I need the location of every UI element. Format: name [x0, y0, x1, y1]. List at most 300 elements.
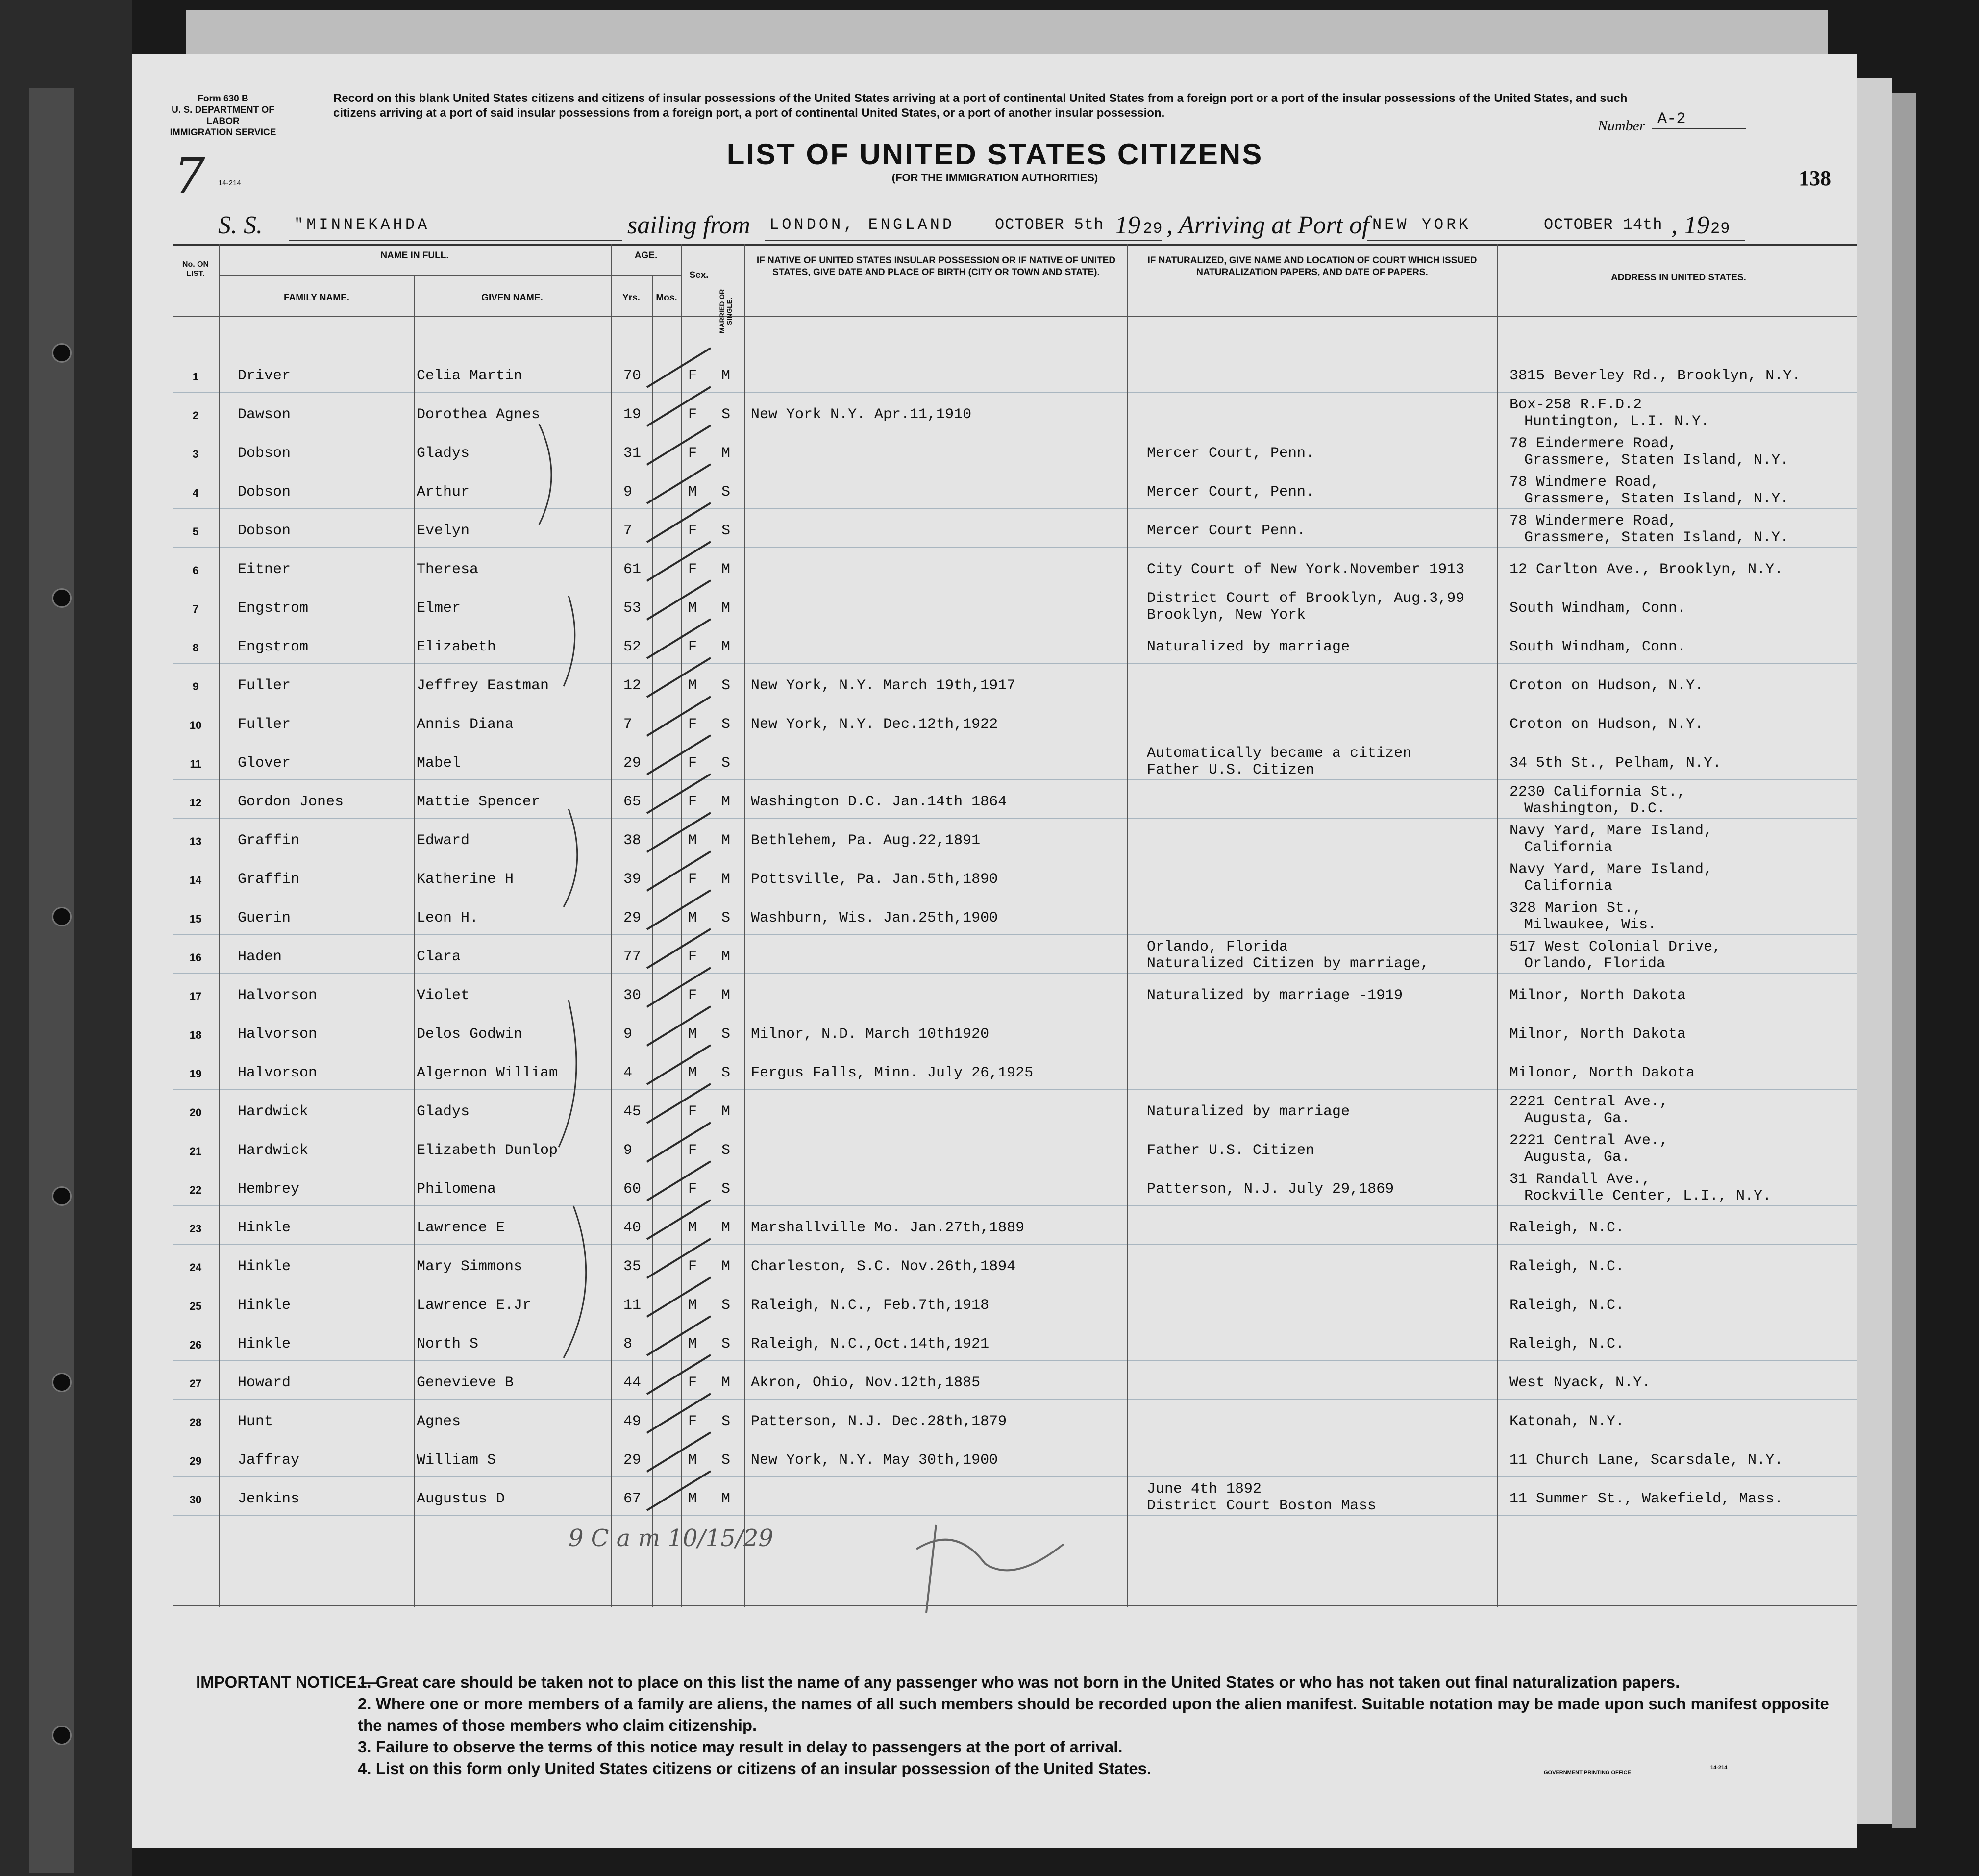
check-slash	[647, 968, 711, 1007]
age-years: 4	[623, 1065, 633, 1081]
given-name: Edward	[417, 832, 470, 849]
address: 31 Randall Ave.,	[1509, 1171, 1651, 1188]
birth-place-date: Pottsville, Pa. Jan.5th,1890	[751, 871, 998, 888]
sex: F	[688, 794, 697, 810]
page-number: 138	[1799, 166, 1831, 190]
naturalization-court: Orlando, Florida	[1147, 939, 1288, 955]
sex: M	[688, 1065, 697, 1081]
sex: M	[688, 1491, 697, 1507]
sex: F	[688, 561, 697, 578]
age-years: 38	[623, 832, 642, 849]
naturalization-court: June 4th 1892	[1147, 1481, 1262, 1498]
naturalization-court-line-2: District Court Boston Mass	[1147, 1498, 1377, 1514]
sex: F	[688, 523, 697, 539]
family-name: Howard	[238, 1375, 291, 1391]
address: West Nyack, N.Y.	[1509, 1375, 1651, 1391]
row-number: 12	[189, 797, 202, 809]
row-number: 29	[189, 1455, 202, 1467]
check-slash	[647, 542, 711, 581]
arriving-label: , Arriving at Port of	[1166, 211, 1369, 239]
naturalization-court-line-2: Father U.S. Citizen	[1147, 762, 1315, 778]
col-age: AGE.	[634, 250, 658, 261]
address: 3815 Beverley Rd., Brooklyn, N.Y.	[1509, 368, 1801, 384]
address-line-2: Rockville Center, L.I., N.Y.	[1524, 1188, 1772, 1204]
age-years: 65	[623, 794, 642, 810]
check-slash	[647, 348, 711, 387]
address: Box-258 R.F.D.2	[1509, 397, 1642, 413]
row-number: 22	[189, 1184, 202, 1196]
address-line-2: Huntington, L.I. N.Y.	[1524, 413, 1710, 430]
col-age-years: Yrs.	[622, 293, 640, 303]
col-family-name: FAMILY NAME.	[283, 293, 350, 303]
col-birth-place: IF NATIVE OF UNITED STATES INSULAR POSSESSION OR IF NATIVE OF UNITED STATES, GIVE DATE AND PLACE OF BIRTH (CITY OR TOWN AND STATE).	[756, 255, 1116, 277]
binder-hole	[52, 907, 72, 926]
check-slash	[647, 1239, 711, 1278]
age-years: 61	[623, 561, 642, 578]
marital-status: S	[721, 1336, 731, 1352]
binder-hole	[52, 1726, 72, 1745]
age-years: 9	[623, 1026, 633, 1043]
family-name: Hinkle	[238, 1258, 291, 1275]
given-name: Agnes	[417, 1413, 461, 1430]
row-number: 1	[192, 371, 199, 383]
naturalization-court: Mercer Court, Penn.	[1147, 484, 1315, 500]
check-slash	[647, 774, 711, 813]
notice-item: 1. Great care should be taken not to place on this list the name of any passenger who was not born in the United States or who has not taken out final naturalization papers.	[358, 1673, 1680, 1691]
age-years: 12	[623, 677, 642, 694]
col-address: ADDRESS IN UNITED STATES.	[1611, 273, 1746, 283]
age-years: 9	[623, 484, 633, 500]
age-years: 7	[623, 716, 633, 733]
address: Milonor, North Dakota	[1509, 1065, 1695, 1081]
check-slash	[647, 1200, 711, 1239]
marital-status: M	[721, 1491, 731, 1507]
sex: F	[688, 445, 697, 462]
given-name: Mattie Spencer	[417, 794, 541, 810]
birth-place-date: Washburn, Wis. Jan.25th,1900	[751, 910, 998, 926]
row-number: 21	[189, 1145, 202, 1157]
row-number: 14	[189, 874, 202, 886]
sex: M	[688, 1336, 697, 1352]
row-number: 13	[189, 835, 202, 848]
age-years: 19	[623, 406, 642, 423]
notice-lead: IMPORTANT NOTICE.—	[196, 1673, 377, 1691]
row-number: 16	[189, 951, 202, 964]
age-years: 45	[623, 1103, 642, 1120]
family-name: Driver	[238, 368, 291, 384]
printer-code: 14-214	[1710, 1765, 1728, 1771]
given-name: Algernon William	[417, 1065, 558, 1081]
birth-place-date: Patterson, N.J. Dec.28th,1879	[751, 1413, 1007, 1430]
given-name: Annis Diana	[417, 716, 514, 733]
number-label: Number	[1598, 118, 1645, 134]
address-line-2: Milwaukee, Wis.	[1524, 917, 1657, 933]
marital-status: S	[721, 484, 731, 500]
handwritten-mark: 7	[174, 147, 205, 204]
check-slash	[647, 1161, 711, 1201]
address-line-2: Grassmere, Staten Island, N.Y.	[1524, 529, 1789, 546]
given-name: Violet	[417, 987, 470, 1004]
naturalization-court: City Court of New York.November 1913	[1147, 561, 1465, 578]
sex: M	[688, 1452, 697, 1469]
family-name: Fuller	[238, 677, 291, 694]
sex: F	[688, 871, 697, 888]
row-number: 6	[192, 564, 199, 576]
age-years: 9	[623, 1142, 633, 1159]
family-name: Fuller	[238, 716, 291, 733]
birth-place-date: Marshallville Mo. Jan.27th,1889	[751, 1220, 1025, 1236]
marital-status: S	[721, 1452, 731, 1469]
birth-place-date: Raleigh, N.C.,Oct.14th,1921	[751, 1336, 990, 1352]
naturalization-court-line-2: Naturalized Citizen by marriage,	[1147, 955, 1430, 972]
departure-port: LONDON, ENGLAND	[769, 216, 955, 234]
family-name: Hinkle	[238, 1336, 291, 1352]
address: 517 West Colonial Drive,	[1509, 939, 1722, 955]
address: 11 Church Lane, Scarsdale, N.Y.	[1509, 1452, 1783, 1469]
birth-place-date: Milnor, N.D. March 10th1920	[751, 1026, 990, 1043]
arrival-date: OCTOBER 14th	[1544, 216, 1663, 234]
family-name: Dawson	[238, 406, 291, 423]
arrival-year-prefix: , 19	[1671, 211, 1709, 239]
row-number: 10	[189, 719, 202, 731]
given-name: William S	[417, 1452, 496, 1469]
family-name: Hunt	[238, 1413, 273, 1430]
given-name: Gladys	[417, 445, 470, 462]
address-line-2: Orlando, Florida	[1524, 955, 1666, 972]
printer-name: GOVERNMENT PRINTING OFFICE	[1544, 1770, 1631, 1776]
given-name: Augustus D	[417, 1491, 505, 1507]
family-name: Hinkle	[238, 1220, 291, 1236]
col-sex: Sex.	[689, 270, 709, 280]
age-years: 52	[623, 639, 642, 655]
sex: M	[688, 1220, 697, 1236]
sex: F	[688, 1142, 697, 1159]
family-name: Jaffray	[238, 1452, 300, 1469]
address: 12 Carlton Ave., Brooklyn, N.Y.	[1509, 561, 1783, 578]
address-line-2: Grassmere, Staten Island, N.Y.	[1524, 491, 1789, 507]
naturalization-court: Naturalized by marriage -1919	[1147, 987, 1403, 1004]
manifest-sheet	[132, 54, 1857, 1848]
age-years: 49	[623, 1413, 642, 1430]
check-slash	[647, 1084, 711, 1123]
sex: F	[688, 949, 697, 965]
given-name: Dorothea Agnes	[417, 406, 541, 423]
address: Raleigh, N.C.	[1509, 1258, 1625, 1275]
address: Navy Yard, Mare Island,	[1509, 861, 1713, 878]
naturalization-court: Father U.S. Citizen	[1147, 1142, 1315, 1159]
given-name: Lawrence E	[417, 1220, 505, 1236]
row-number: 19	[189, 1068, 202, 1080]
naturalization-court: District Court of Brooklyn, Aug.3,99	[1147, 590, 1465, 607]
sex: F	[688, 406, 697, 423]
given-name: Clara	[417, 949, 461, 965]
naturalization-court: Naturalized by marriage	[1147, 639, 1350, 655]
row-number: 3	[192, 448, 199, 460]
row-number: 27	[189, 1377, 202, 1390]
marital-status: M	[721, 1258, 731, 1275]
age-years: 35	[623, 1258, 642, 1275]
marital-status: M	[721, 639, 731, 655]
sheet-edge	[1857, 78, 1892, 1824]
col-no-on-list: No. ON LIST.	[182, 260, 209, 278]
address: 78 Windmere Road,	[1509, 474, 1660, 491]
row-number: 15	[189, 913, 202, 925]
check-slash	[647, 735, 711, 775]
marital-status: M	[721, 1375, 731, 1391]
address: 2221 Central Ave.,	[1509, 1094, 1669, 1110]
marital-status: M	[721, 1220, 731, 1236]
check-slash	[647, 1355, 711, 1394]
given-name: Arthur	[417, 484, 470, 500]
marital-status: M	[721, 600, 731, 617]
marital-status: S	[721, 755, 731, 772]
birth-place-date: New York, N.Y. Dec.12th,1922	[751, 716, 998, 733]
marital-status: S	[721, 406, 731, 423]
check-slash	[647, 387, 711, 426]
row-number: 26	[189, 1339, 202, 1351]
binder-hole	[52, 588, 72, 608]
sex: M	[688, 677, 697, 694]
given-name: Elizabeth	[417, 639, 496, 655]
check-slash	[647, 1316, 711, 1355]
arrival-year: 29	[1710, 220, 1731, 238]
binder-hole	[52, 1186, 72, 1206]
marital-status: S	[721, 1297, 731, 1314]
handwriting-overlay	[132, 54, 1857, 1848]
check-slash	[647, 425, 711, 465]
ss-label: S. S.	[218, 211, 263, 239]
sex: M	[688, 1026, 697, 1043]
address: Milnor, North Dakota	[1509, 987, 1686, 1004]
address: Katonah, N.Y.	[1509, 1413, 1625, 1430]
address-line-2: Augusta, Ga.	[1524, 1110, 1631, 1127]
family-name: Graffin	[238, 871, 300, 888]
marital-status: S	[721, 1065, 731, 1081]
sex: F	[688, 639, 697, 655]
binder-hole	[52, 1373, 72, 1392]
service-name: IMMIGRATION SERVICE	[170, 127, 276, 138]
binder-hole	[52, 343, 72, 363]
family-name: Jenkins	[238, 1491, 300, 1507]
check-slash	[647, 503, 711, 542]
family-name: Engstrom	[238, 600, 309, 617]
given-name: Mabel	[417, 755, 461, 772]
given-name: North S	[417, 1336, 479, 1352]
row-number: 24	[189, 1261, 202, 1274]
family-name: Halvorson	[238, 1065, 318, 1081]
birth-place-date: Raleigh, N.C., Feb.7th,1918	[751, 1297, 990, 1314]
sex: F	[688, 716, 697, 733]
sex: M	[688, 910, 697, 926]
department-name: U. S. DEPARTMENT OF LABOR	[172, 105, 274, 126]
check-slash	[647, 929, 711, 968]
family-name: Hardwick	[238, 1142, 309, 1159]
sex: F	[688, 755, 697, 772]
sex: F	[688, 1103, 697, 1120]
given-name: Elizabeth Dunlop	[417, 1142, 558, 1159]
check-slash	[647, 851, 711, 891]
address: 34 5th St., Pelham, N.Y.	[1509, 755, 1722, 772]
row-number: 7	[192, 603, 199, 615]
birth-place-date: Washington D.C. Jan.14th 1864	[751, 794, 1007, 810]
address: 78 Eindermere Road,	[1509, 435, 1678, 452]
check-slash	[647, 697, 711, 736]
age-years: 67	[623, 1491, 642, 1507]
row-number: 11	[190, 758, 201, 770]
age-years: 70	[623, 368, 642, 384]
birth-place-date: New York, N.Y. May 30th,1900	[751, 1452, 998, 1469]
row-number: 23	[189, 1223, 202, 1235]
age-years: 77	[623, 949, 642, 965]
given-name: Leon H.	[417, 910, 479, 926]
row-number: 28	[189, 1416, 202, 1428]
given-name: Celia Martin	[417, 368, 523, 384]
address-line-2: Washington, D.C.	[1524, 800, 1666, 817]
given-name: Delos Godwin	[417, 1026, 523, 1043]
sex: F	[688, 1375, 697, 1391]
birth-place-date: Fergus Falls, Minn. July 26,1925	[751, 1065, 1034, 1081]
address: 11 Summer St., Wakefield, Mass.	[1509, 1491, 1783, 1507]
marital-status: S	[721, 677, 731, 694]
family-name: Gordon Jones	[238, 794, 344, 810]
col-naturalization: IF NATURALIZED, GIVE NAME AND LOCATION OF COURT WHICH ISSUED NATURALIZATION PAPERS, AND DATE OF PAPERS.	[1147, 255, 1477, 277]
check-slash	[647, 1006, 711, 1046]
birth-place-date: Bethlehem, Pa. Aug.22,1891	[751, 832, 981, 849]
age-years: 39	[623, 871, 642, 888]
sex: F	[688, 1413, 697, 1430]
marital-status: S	[721, 910, 731, 926]
birth-place-date: New York N.Y. Apr.11,1910	[751, 406, 972, 423]
age-years: 29	[623, 755, 642, 772]
given-name: Philomena	[417, 1181, 496, 1198]
handwritten-footer-note: 9 C a m 10/15/29	[569, 1525, 774, 1552]
family-name: Hardwick	[238, 1103, 309, 1120]
sex: F	[688, 1181, 697, 1198]
address: Navy Yard, Mare Island,	[1509, 823, 1713, 839]
notice-item: 2. Where one or more members of a family are aliens, the names of all such members should be recorded upon the alien manifest. Suitable notation may be made upon such manifest opposite the names of those members who claim citizenship.	[358, 1695, 1829, 1734]
address: South Windham, Conn.	[1509, 600, 1686, 617]
row-number: 18	[189, 1029, 202, 1041]
family-name: Dobson	[238, 484, 291, 500]
row-number: 20	[189, 1106, 202, 1119]
naturalization-court: Naturalized by marriage	[1147, 1103, 1350, 1120]
row-number: 9	[192, 680, 199, 693]
document-title: LIST OF UNITED STATES CITIZENS	[726, 138, 1263, 171]
family-name: Halvorson	[238, 987, 318, 1004]
birth-place-date: Charleston, S.C. Nov.26th,1894	[751, 1258, 1016, 1275]
check-slash	[647, 1394, 711, 1433]
col-name-in-full: NAME IN FULL.	[380, 250, 449, 261]
sex: M	[688, 832, 697, 849]
address: Raleigh, N.C.	[1509, 1297, 1625, 1314]
binder-background	[0, 0, 132, 1876]
marital-status: S	[721, 1413, 731, 1430]
col-age-months: Mos.	[656, 293, 677, 303]
arrival-port: NEW YORK	[1372, 216, 1471, 234]
sailing-label: sailing from	[627, 211, 750, 239]
address: South Windham, Conn.	[1509, 639, 1686, 655]
marital-status: S	[721, 1026, 731, 1043]
ship-name: "MINNEKAHDA	[294, 216, 430, 234]
form-number: Form 630 B	[198, 94, 248, 104]
age-years: 40	[623, 1220, 642, 1236]
marital-status: S	[721, 716, 731, 733]
family-name: Eitner	[238, 561, 291, 578]
naturalization-court: Automatically became a citizen	[1147, 745, 1412, 762]
age-years: 11	[623, 1297, 642, 1314]
sex: F	[688, 368, 697, 384]
document-subtitle: (FOR THE IMMIGRATION AUTHORITIES)	[891, 172, 1098, 184]
family-name: Dobson	[238, 445, 291, 462]
marital-status: M	[721, 987, 731, 1004]
row-number: 2	[192, 409, 199, 422]
address-line-2: Grassmere, Staten Island, N.Y.	[1524, 452, 1789, 469]
notice-item: 4. List on this form only United States citizens or citizens of an insular possession of the United States.	[358, 1759, 1152, 1777]
marital-status: M	[721, 368, 731, 384]
family-name: Hembrey	[238, 1181, 300, 1198]
age-years: 30	[623, 987, 642, 1004]
address: 2230 California St.,	[1509, 784, 1686, 800]
address: Raleigh, N.C.	[1509, 1220, 1625, 1236]
row-number: 25	[189, 1300, 202, 1312]
row-number: 4	[192, 487, 199, 499]
birth-place-date: Akron, Ohio, Nov.12th,1885	[751, 1375, 981, 1391]
check-slash	[647, 1471, 711, 1510]
address: Milnor, North Dakota	[1509, 1026, 1686, 1043]
given-name: Katherine H	[417, 871, 514, 888]
age-years: 53	[623, 600, 642, 617]
check-slash	[647, 619, 711, 658]
marital-status: M	[721, 561, 731, 578]
sex: M	[688, 600, 697, 617]
address: 328 Marion St.,	[1509, 900, 1642, 917]
given-name: Gladys	[417, 1103, 470, 1120]
notice-item: 3. Failure to observe the terms of this notice may result in delay to passengers at the port of arrival.	[358, 1738, 1123, 1756]
family-name: Haden	[238, 949, 282, 965]
marital-status: M	[721, 1103, 731, 1120]
check-slash	[647, 464, 711, 503]
sex: F	[688, 1258, 697, 1275]
age-years: 7	[623, 523, 633, 539]
form-code: 14-214	[218, 179, 241, 187]
given-name: Theresa	[417, 561, 479, 578]
given-name: Elmer	[417, 600, 461, 617]
row-number: 8	[192, 642, 199, 654]
address: Croton on Hudson, N.Y.	[1509, 716, 1704, 733]
check-slash	[647, 1277, 711, 1317]
age-years: 29	[623, 1452, 642, 1469]
check-slash	[647, 1045, 711, 1084]
number-value: A-2	[1652, 110, 1746, 129]
address-line-2: Augusta, Ga.	[1524, 1149, 1631, 1166]
departure-year-prefix: 19	[1115, 211, 1140, 239]
family-name: Graffin	[238, 832, 300, 849]
marital-status: S	[721, 1142, 731, 1159]
marital-status: S	[721, 523, 731, 539]
marital-status: S	[721, 1181, 731, 1198]
row-number: 30	[189, 1494, 202, 1506]
naturalization-court: Mercer Court, Penn.	[1147, 445, 1315, 462]
age-years: 60	[623, 1181, 642, 1198]
col-given-name: GIVEN NAME.	[481, 293, 543, 303]
address-line-2: California	[1524, 878, 1613, 895]
marital-status: M	[721, 794, 731, 810]
age-years: 44	[623, 1375, 642, 1391]
address: 78 Windermere Road,	[1509, 513, 1678, 529]
naturalization-court: Mercer Court Penn.	[1147, 523, 1306, 539]
address: Croton on Hudson, N.Y.	[1509, 677, 1704, 694]
family-name: Engstrom	[238, 639, 309, 655]
